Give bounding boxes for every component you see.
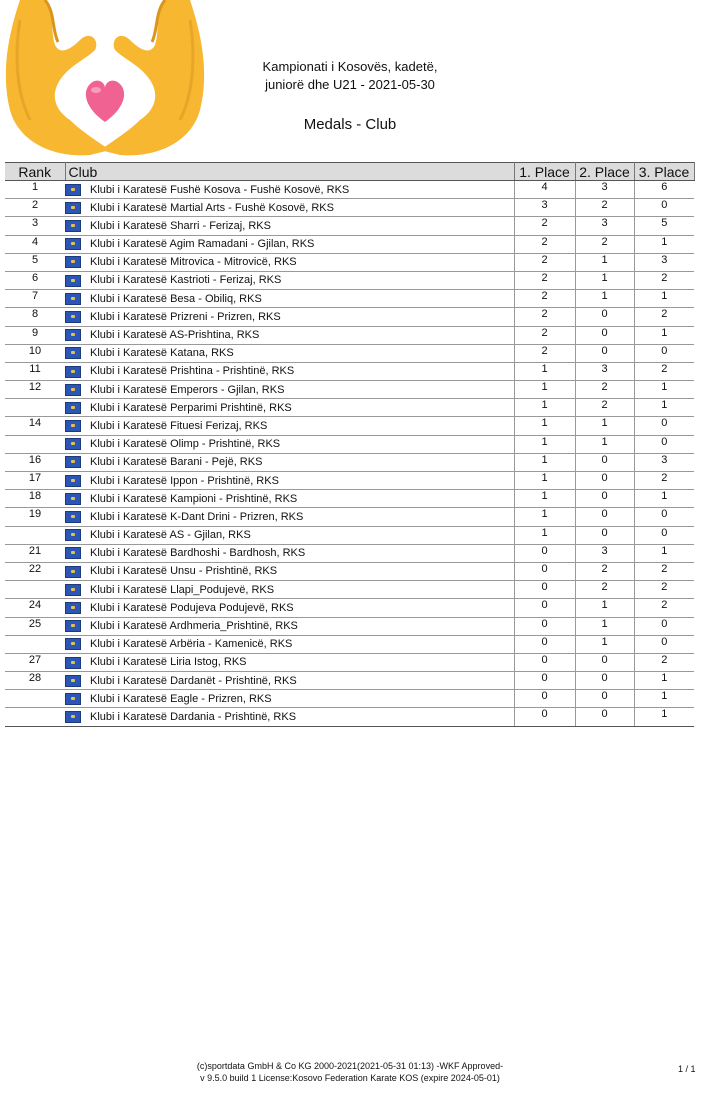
second-place-cell: 1 (575, 435, 634, 453)
club-name: Klubi i Karatesë Martial Arts - Fushë Kosovë, RKS (90, 201, 334, 214)
title-line-2: juniorë dhe U21 - 2021-05-30 (265, 77, 435, 92)
club-cell (65, 653, 514, 671)
kosovo-flag-icon (65, 275, 81, 287)
club-cell (65, 235, 514, 253)
rank-cell: 8 (5, 308, 65, 326)
club-name: Klubi i Karatesë Fituesi Ferizaj, RKS (90, 419, 268, 432)
footer-line-1: (c)sportdata GmbH & Co KG 2000-2021(2021-05-31 01:13) -WKF Approved- (196, 1061, 504, 1071)
first-place-cell: 1 (514, 362, 575, 380)
table-row (5, 435, 694, 453)
kosovo-flag-icon (65, 711, 81, 723)
table-row (5, 672, 694, 690)
second-place-cell: 0 (575, 490, 634, 508)
first-place-cell: 0 (514, 653, 575, 671)
table-row (5, 181, 694, 199)
first-place-cell: 2 (514, 271, 575, 289)
third-place-cell: 6 (634, 181, 694, 199)
kosovo-flag-icon (65, 384, 81, 396)
document-subtitle: Medals - Club (303, 116, 397, 133)
first-place-cell: 1 (514, 453, 575, 471)
kosovo-flag-icon (65, 347, 81, 359)
club-name: Klubi i Karatesë AS-Prishtina, RKS (90, 329, 260, 342)
second-place-cell: 0 (575, 653, 634, 671)
first-place-cell: 0 (514, 708, 575, 726)
club-name: Klubi i Karatesë Perparimi Prishtinë, RKS (90, 401, 292, 414)
first-place-cell: 1 (514, 399, 575, 417)
rank-cell: 4 (5, 235, 65, 253)
rank-cell: 28 (5, 672, 65, 690)
kosovo-flag-icon (65, 547, 81, 559)
third-place-cell: 1 (634, 490, 694, 508)
club-cell (65, 544, 514, 562)
club-cell (65, 708, 514, 726)
first-place-cell: 4 (514, 181, 575, 199)
medals-table (5, 162, 695, 727)
rank-cell: 5 (5, 253, 65, 271)
club-name: Klubi i Karatesë Olimp - Prishtinë, RKS (90, 438, 281, 451)
kosovo-flag-icon (65, 184, 81, 196)
club-cell (65, 635, 514, 653)
rank-cell: 10 (5, 344, 65, 362)
column-header-first-place: 1. Place (514, 163, 575, 181)
third-place-cell: 0 (634, 526, 694, 544)
rank-cell: 14 (5, 417, 65, 435)
kosovo-flag-icon (65, 438, 81, 450)
rank-cell: 27 (5, 653, 65, 671)
club-cell (65, 617, 514, 635)
second-place-cell: 2 (575, 581, 634, 599)
club-name: Klubi i Karatesë Mitrovica - Mitrovicë, RKS (90, 256, 297, 269)
rank-cell: 6 (5, 271, 65, 289)
rank-cell: 2 (5, 199, 65, 217)
club-name: Klubi i Karatesë Ardhmeria_Prishtinë, RKS (90, 620, 298, 633)
club-name: Klubi i Karatesë Dardania - Prishtinë, RKS (90, 710, 297, 723)
second-place-cell: 0 (575, 472, 634, 490)
kosovo-flag-icon (65, 293, 81, 305)
table-body (5, 181, 694, 727)
first-place-cell: 1 (514, 381, 575, 399)
third-place-cell: 2 (634, 308, 694, 326)
club-cell (65, 253, 514, 271)
club-cell (65, 344, 514, 362)
kosovo-flag-icon (65, 566, 81, 578)
club-name: Klubi i Karatesë Ippon - Prishtinë, RKS (90, 474, 279, 487)
rank-cell (5, 399, 65, 417)
rank-cell (5, 635, 65, 653)
second-place-cell: 2 (575, 235, 634, 253)
third-place-cell: 2 (634, 472, 694, 490)
third-place-cell: 0 (634, 617, 694, 635)
third-place-cell: 1 (634, 544, 694, 562)
club-name: Klubi i Karatesë Besa - Obiliq, RKS (90, 292, 262, 305)
rank-cell: 17 (5, 472, 65, 490)
table-row (5, 362, 694, 380)
footer-line-2: v 9.5.0 build 1 License:Kosovo Federation Karate KOS (expire 2024-05-01) (200, 1073, 500, 1083)
first-place-cell: 1 (514, 526, 575, 544)
table-row (5, 381, 694, 399)
third-place-cell: 1 (634, 399, 694, 417)
first-place-cell: 2 (514, 217, 575, 235)
second-place-cell: 1 (575, 617, 634, 635)
rank-cell: 19 (5, 508, 65, 526)
club-name: Klubi i Karatesë Fushë Kosova - Fushë Kosovë, RKS (90, 183, 350, 196)
second-place-cell: 0 (575, 690, 634, 708)
club-name: Klubi i Karatesë Llapi_Podujevë, RKS (90, 583, 275, 596)
club-cell (65, 472, 514, 490)
third-place-cell: 1 (634, 326, 694, 344)
first-place-cell: 2 (514, 344, 575, 362)
rank-cell (5, 690, 65, 708)
third-place-cell: 5 (634, 217, 694, 235)
rank-cell: 1 (5, 181, 65, 199)
kosovo-flag-icon (65, 657, 81, 669)
third-place-cell: 0 (634, 508, 694, 526)
kosovo-flag-icon (65, 366, 81, 378)
rank-cell: 22 (5, 562, 65, 580)
second-place-cell: 1 (575, 599, 634, 617)
kosovo-flag-icon (65, 456, 81, 468)
table-row (5, 599, 694, 617)
kosovo-flag-icon (65, 638, 81, 650)
club-cell (65, 290, 514, 308)
second-place-cell: 0 (575, 508, 634, 526)
document-title (230, 58, 470, 94)
first-place-cell: 1 (514, 490, 575, 508)
third-place-cell: 1 (634, 381, 694, 399)
second-place-cell: 0 (575, 672, 634, 690)
club-name: Klubi i Karatesë Prishtina - Prishtinë, RKS (90, 365, 295, 378)
club-cell (65, 526, 514, 544)
club-name: Klubi i Karatesë Barani - Pejë, RKS (90, 456, 263, 469)
table-row (5, 708, 694, 726)
second-place-cell: 0 (575, 326, 634, 344)
kosovo-flag-icon (65, 511, 81, 523)
third-place-cell: 0 (634, 435, 694, 453)
third-place-cell: 2 (634, 599, 694, 617)
third-place-cell: 0 (634, 344, 694, 362)
column-header-rank: Rank (5, 163, 65, 181)
first-place-cell: 0 (514, 635, 575, 653)
kosovo-flag-icon (65, 329, 81, 341)
club-name: Klubi i Karatesë Kampioni - Prishtinë, RKS (90, 492, 298, 505)
table-row (5, 217, 694, 235)
column-header-club: Club (65, 163, 514, 181)
table-row (5, 617, 694, 635)
first-place-cell: 2 (514, 326, 575, 344)
third-place-cell: 2 (634, 653, 694, 671)
second-place-cell: 0 (575, 308, 634, 326)
second-place-cell: 1 (575, 417, 634, 435)
heart-hands-emoji-icon (0, 0, 210, 160)
table-row (5, 253, 694, 271)
rank-cell: 11 (5, 362, 65, 380)
rank-cell: 12 (5, 381, 65, 399)
table-row (5, 453, 694, 471)
first-place-cell: 2 (514, 308, 575, 326)
kosovo-flag-icon (65, 584, 81, 596)
rank-cell: 9 (5, 326, 65, 344)
third-place-cell: 1 (634, 235, 694, 253)
second-place-cell: 3 (575, 544, 634, 562)
first-place-cell: 2 (514, 290, 575, 308)
kosovo-flag-icon (65, 220, 81, 232)
second-place-cell: 1 (575, 290, 634, 308)
medals-table-container (5, 162, 694, 727)
kosovo-flag-icon (65, 675, 81, 687)
table-row (5, 544, 694, 562)
table-row (5, 490, 694, 508)
table-row (5, 399, 694, 417)
third-place-cell: 2 (634, 581, 694, 599)
page-number: 1 / 1 (678, 1064, 696, 1074)
table-row (5, 344, 694, 362)
first-place-cell: 0 (514, 672, 575, 690)
club-name: Klubi i Karatesë Podujeva Podujevë, RKS (90, 601, 294, 614)
second-place-cell: 2 (575, 399, 634, 417)
kosovo-flag-icon (65, 238, 81, 250)
club-name: Klubi i Karatesë Emperors - Gjilan, RKS (90, 383, 285, 396)
kosovo-flag-icon (65, 475, 81, 487)
column-header-third-place: 3. Place (634, 163, 694, 181)
third-place-cell: 2 (634, 562, 694, 580)
club-name: Klubi i Karatesë Bardhoshi - Bardhosh, RKS (90, 547, 306, 560)
first-place-cell: 1 (514, 508, 575, 526)
club-cell (65, 581, 514, 599)
third-place-cell: 3 (634, 453, 694, 471)
kosovo-flag-icon (65, 202, 81, 214)
rank-cell (5, 526, 65, 544)
club-name: Klubi i Karatesë K-Dant Drini - Prizren, RKS (90, 510, 304, 523)
first-place-cell: 0 (514, 599, 575, 617)
first-place-cell: 1 (514, 472, 575, 490)
table-row (5, 690, 694, 708)
rank-cell (5, 435, 65, 453)
table-row (5, 526, 694, 544)
second-place-cell: 2 (575, 562, 634, 580)
rank-cell: 18 (5, 490, 65, 508)
club-name: Klubi i Karatesë Dardanët - Prishtinë, RKS (90, 674, 297, 687)
second-place-cell: 0 (575, 344, 634, 362)
second-place-cell: 0 (575, 708, 634, 726)
first-place-cell: 1 (514, 435, 575, 453)
second-place-cell: 2 (575, 381, 634, 399)
first-place-cell: 1 (514, 417, 575, 435)
third-place-cell: 3 (634, 253, 694, 271)
table-row (5, 581, 694, 599)
table-row (5, 508, 694, 526)
second-place-cell: 3 (575, 217, 634, 235)
club-cell (65, 690, 514, 708)
table-row (5, 635, 694, 653)
club-cell (65, 435, 514, 453)
rank-cell: 24 (5, 599, 65, 617)
first-place-cell: 0 (514, 690, 575, 708)
club-cell (65, 399, 514, 417)
table-row (5, 562, 694, 580)
third-place-cell: 0 (634, 199, 694, 217)
club-name: Klubi i Karatesë Eagle - Prizren, RKS (90, 692, 272, 705)
club-name: Klubi i Karatesë Sharri - Ferizaj, RKS (90, 219, 271, 232)
club-name: Klubi i Karatesë Unsu - Prishtinë, RKS (90, 565, 278, 578)
table-row (5, 472, 694, 490)
rank-cell (5, 708, 65, 726)
kosovo-flag-icon (65, 256, 81, 268)
club-cell (65, 508, 514, 526)
club-cell (65, 599, 514, 617)
kosovo-flag-icon (65, 420, 81, 432)
third-place-cell: 2 (634, 271, 694, 289)
table-row (5, 653, 694, 671)
kosovo-flag-icon (65, 402, 81, 414)
club-cell (65, 326, 514, 344)
kosovo-flag-icon (65, 311, 81, 323)
second-place-cell: 3 (575, 362, 634, 380)
second-place-cell: 3 (575, 181, 634, 199)
club-cell (65, 417, 514, 435)
club-name: Klubi i Karatesë Agim Ramadani - Gjilan, RKS (90, 238, 315, 251)
rank-cell: 16 (5, 453, 65, 471)
table-row (5, 308, 694, 326)
table-row (5, 417, 694, 435)
first-place-cell: 0 (514, 544, 575, 562)
rank-cell: 7 (5, 290, 65, 308)
club-name: Klubi i Karatesë Kastrioti - Ferizaj, RKS (90, 274, 282, 287)
table-row (5, 199, 694, 217)
table-row (5, 326, 694, 344)
third-place-cell: 1 (634, 290, 694, 308)
table-row (5, 271, 694, 289)
first-place-cell: 0 (514, 581, 575, 599)
club-cell (65, 453, 514, 471)
table-row (5, 290, 694, 308)
club-cell (65, 271, 514, 289)
rank-cell (5, 581, 65, 599)
first-place-cell: 2 (514, 253, 575, 271)
first-place-cell: 0 (514, 562, 575, 580)
kosovo-flag-icon (65, 693, 81, 705)
rank-cell: 25 (5, 617, 65, 635)
second-place-cell: 1 (575, 271, 634, 289)
rank-cell: 3 (5, 217, 65, 235)
rank-cell: 21 (5, 544, 65, 562)
first-place-cell: 0 (514, 617, 575, 635)
club-cell (65, 217, 514, 235)
club-cell (65, 381, 514, 399)
club-name: Klubi i Karatesë Katana, RKS (90, 347, 234, 360)
kosovo-flag-icon (65, 620, 81, 632)
table-header-row (5, 163, 694, 181)
kosovo-flag-icon (65, 493, 81, 505)
third-place-cell: 0 (634, 635, 694, 653)
third-place-cell: 0 (634, 417, 694, 435)
third-place-cell: 1 (634, 690, 694, 708)
club-name: Klubi i Karatesë Arbëria - Kamenicë, RKS (90, 638, 293, 651)
second-place-cell: 1 (575, 253, 634, 271)
club-cell (65, 362, 514, 380)
kosovo-flag-icon (65, 602, 81, 614)
footer (150, 1060, 550, 1084)
club-name: Klubi i Karatesë Prizreni - Prizren, RKS (90, 310, 281, 323)
second-place-cell: 1 (575, 635, 634, 653)
first-place-cell: 2 (514, 235, 575, 253)
second-place-cell: 2 (575, 199, 634, 217)
first-place-cell: 3 (514, 199, 575, 217)
column-header-second-place: 2. Place (575, 163, 634, 181)
club-name: Klubi i Karatesë Liria Istog, RKS (90, 656, 247, 669)
third-place-cell: 1 (634, 708, 694, 726)
club-cell (65, 308, 514, 326)
title-line-1: Kampionati i Kosovës, kadetë, (262, 59, 438, 74)
kosovo-flag-icon (65, 529, 81, 541)
second-place-cell: 0 (575, 453, 634, 471)
second-place-cell: 0 (575, 526, 634, 544)
third-place-cell: 1 (634, 672, 694, 690)
third-place-cell: 2 (634, 362, 694, 380)
club-cell (65, 672, 514, 690)
club-name: Klubi i Karatesë AS - Gjilan, RKS (90, 529, 251, 542)
table-row (5, 235, 694, 253)
club-cell (65, 199, 514, 217)
club-cell (65, 181, 514, 199)
club-cell (65, 562, 514, 580)
club-cell (65, 490, 514, 508)
